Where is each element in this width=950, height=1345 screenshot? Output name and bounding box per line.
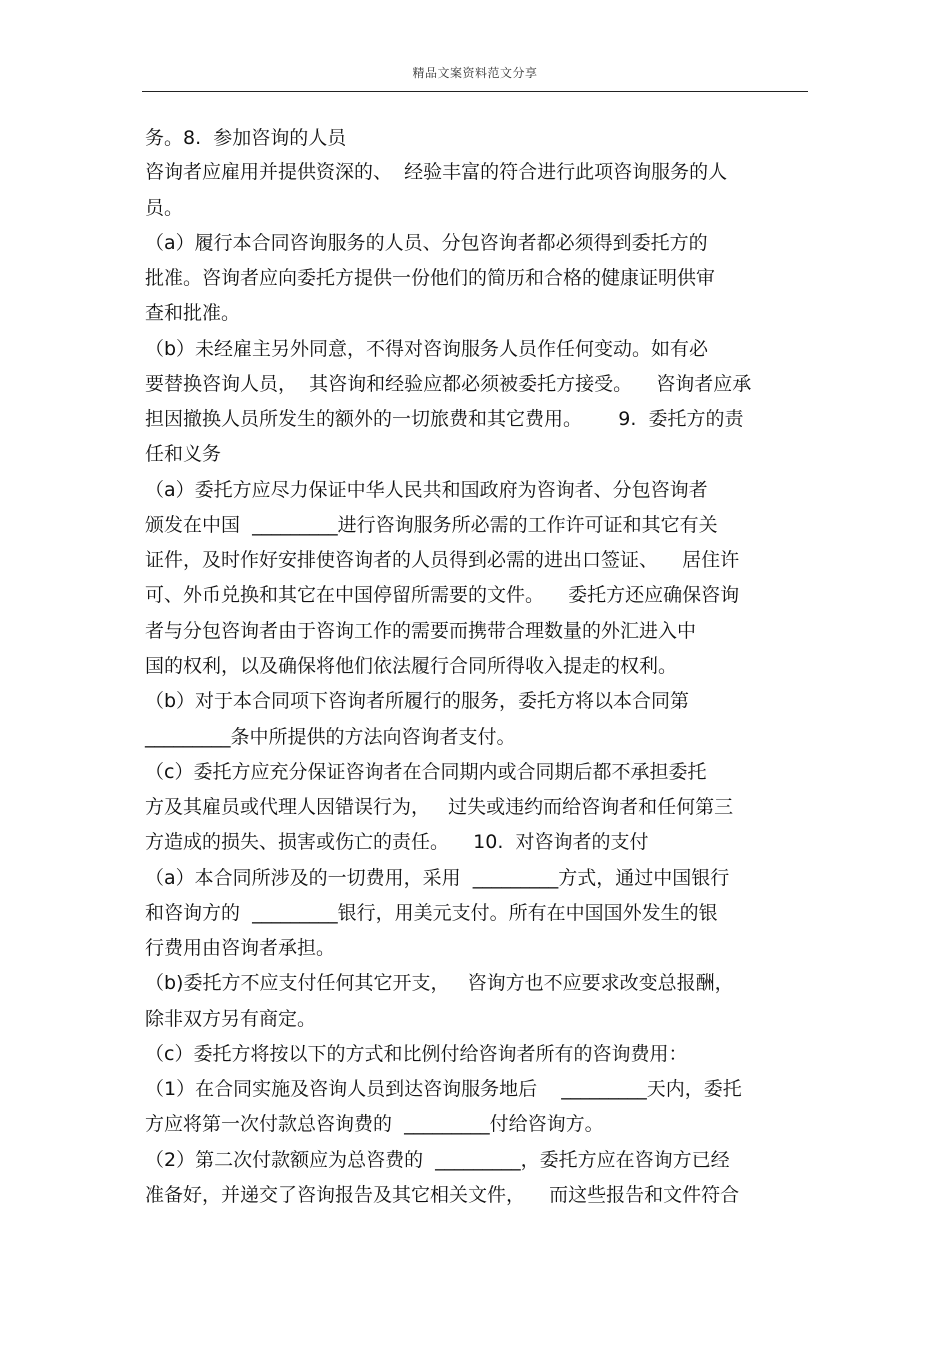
body-line: （a）委托方应尽力保证中华人民共和国政府为咨询者、分包咨询者	[145, 479, 708, 501]
body-line: 除非双方另有商定。	[145, 1008, 317, 1030]
body-line: 担因撤换人员所发生的额外的一切旅费和其它费用。 9. 委托方的责	[145, 408, 744, 430]
body-line: （a）本合同所涉及的一切费用，采用 _________方式，通过中国银行	[145, 867, 730, 889]
body-line: （a）履行本合同咨询服务的人员、分包咨询者都必须得到委托方的	[145, 232, 708, 254]
body-line: 者与分包咨询者由于咨询工作的需要而携带合理数量的外汇进入中	[145, 620, 697, 642]
body-line: 咨询者应雇用并提供资深的、 经验丰富的符合进行此项咨询服务的人	[145, 161, 728, 183]
body-line: 颁发在中国 _________进行咨询服务所必需的工作许可证和其它有关	[145, 514, 718, 536]
body-line: 行费用由咨询者承担。	[145, 937, 336, 959]
body-line: 批准。咨询者应向委托方提供一份他们的简历和合格的健康证明供审	[145, 267, 716, 289]
page-header: 精品文案资料范文分享	[412, 66, 538, 80]
header-divider	[142, 91, 808, 92]
body-line: 证件，及时作好安排使咨询者的人员得到必需的进出口签证、 居住许	[145, 549, 740, 571]
body-line: 和咨询方的 _________银行，用美元支付。所有在中国国外发生的银	[145, 902, 718, 924]
body-line: 员。	[145, 197, 184, 219]
body-line: （2）第二次付款额应为总咨费的 _________，委托方应在咨询方已经	[145, 1149, 730, 1171]
body-line: （b）未经雇主另外同意，不得对咨询服务人员作任何变动。如有必	[145, 338, 709, 360]
body-line: 任和义务	[145, 443, 222, 465]
body-line: （b)委托方不应支付任何其它开支， 咨询方也不应要求改变总报酬，	[145, 972, 734, 994]
body-line: （c）委托方将按以下的方式和比例付给咨询者所有的咨询费用：	[145, 1043, 688, 1065]
body-line: 方造成的损失、损害或伤亡的责任。 10. 对咨询者的支付	[145, 831, 649, 853]
body-line: 方应将第一次付款总咨询费的 _________付给咨询方。	[145, 1113, 604, 1135]
body-line: 方及其雇员或代理人因错误行为， 过失或违约而给咨询者和任何第三	[145, 796, 734, 818]
body-line: （1）在合同实施及咨询人员到达咨询服务地后 _________天内，委托	[145, 1078, 742, 1100]
body-line: _________条中所提供的方法向咨询者支付。	[145, 726, 516, 748]
body-line: （b）对于本合同项下咨询者所履行的服务，委托方将以本合同第	[145, 690, 690, 712]
body-line: 务。8. 参加咨询的人员	[145, 127, 347, 149]
body-line: 准备好，并递交了咨询报告及其它相关文件， 而这些报告和文件符合	[145, 1184, 740, 1206]
body-line: 要替换咨询人员， 其咨询和经验应都必须被委托方接受。 咨询者应承	[145, 373, 752, 395]
body-line: 查和批准。	[145, 302, 241, 324]
body-line: （c）委托方应充分保证咨询者在合同期内或合同期后都不承担委托	[145, 761, 707, 783]
body-line: 国的权利，以及确保将他们依法履行合同所得收入提走的权利。	[145, 655, 678, 677]
body-line: 可、外币兑换和其它在中国停留所需要的文件。 委托方还应确保咨询	[145, 584, 740, 606]
